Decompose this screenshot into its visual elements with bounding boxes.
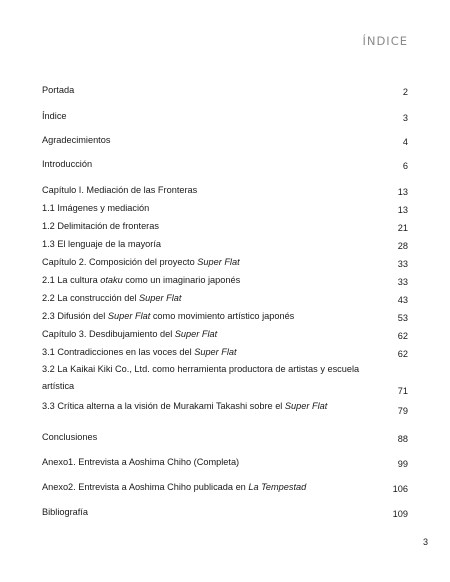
toc-entry-page: 62 [397, 331, 408, 341]
toc-entry-page: 13 [397, 187, 408, 197]
toc-entry-title-text: Conclusiones [42, 432, 98, 442]
toc-entry-title [42, 292, 408, 304]
toc-entry-page: 4 [402, 137, 408, 147]
toc-entry-title [42, 481, 408, 493]
toc-entry-title-text: 3.1 Contradicciones en las voces del [42, 347, 195, 357]
toc-entry-page: 71 [397, 386, 408, 396]
page-title: ÍNDICE [362, 34, 408, 48]
page-number: 3 [422, 537, 428, 547]
toc-entry-page: 33 [397, 277, 408, 287]
toc-entry-title [42, 220, 408, 232]
toc-entry-title [42, 184, 408, 196]
toc-entry-page: 2 [402, 87, 408, 97]
toc-entry-title-italic: Super Flat [139, 293, 182, 303]
toc-entry-title-text: 2.1 La cultura [42, 275, 101, 285]
toc-entry [42, 202, 408, 214]
toc-entry [42, 431, 408, 443]
toc-entry-title-text: Agradecimientos [42, 135, 111, 145]
toc-entry [42, 158, 408, 170]
toc-entry-page: 21 [397, 223, 408, 233]
toc-entry-title-text: 3.3 Crítica alterna a la visión de Murakami Takashi sobre el [42, 401, 285, 411]
toc-entry-title [42, 431, 408, 443]
toc-entry [42, 310, 408, 322]
toc-entry-title-text: Anexo1. Entrevista a Aoshima Chiho (Completa) [42, 457, 240, 467]
toc-entry-title-italic: Super Flat [107, 311, 151, 321]
toc-entry-title-italic: La Tempestad [248, 482, 307, 492]
toc-entry [42, 398, 408, 415]
toc-entry-title-text: Anexo2. Entrevista a Aoshima Chiho publicada en [42, 482, 249, 492]
toc-entry [42, 328, 408, 340]
toc-entry-title-text: Capítulo 2. Composición del proyecto [42, 257, 198, 267]
toc-entry [42, 481, 408, 493]
toc-entry-page: 88 [397, 434, 408, 444]
toc-entry-title-text: Capítulo 3. Desdibujamiento del [42, 329, 175, 339]
toc-entry-title-italic: Super Flat [197, 257, 240, 267]
toc-entry [42, 292, 408, 304]
toc-entry-title-italic: Super Flat [174, 329, 218, 339]
toc-entry-title [42, 328, 408, 340]
toc-entry-title [42, 84, 408, 96]
toc-entry [42, 456, 408, 468]
toc-entry-title [42, 361, 408, 395]
toc-entry-title [42, 134, 408, 146]
toc-entry [42, 134, 408, 146]
toc-entry [42, 110, 408, 122]
toc-entry-page: 79 [397, 406, 408, 416]
toc-entry-title [42, 456, 408, 468]
toc-entry-title-text: Introducción [42, 159, 93, 169]
toc-entry-title-text: 1.3 El lenguaje de la mayoría [42, 239, 162, 249]
toc-entry-page: 6 [402, 161, 408, 171]
toc-entry [42, 84, 408, 96]
toc-entry-page: 43 [397, 295, 408, 305]
toc-entry-page: 33 [397, 259, 408, 269]
toc-entry-page: 13 [397, 205, 408, 215]
toc-entry-title [42, 506, 408, 518]
toc-entry-title [42, 346, 408, 358]
toc-entry-page: 106 [392, 484, 408, 494]
toc-entry-page: 109 [392, 509, 408, 519]
toc-entry [42, 346, 408, 358]
toc-entry-title-text: 2.3 Difusión del [42, 311, 108, 321]
toc-entry [42, 256, 408, 268]
toc-entry-title-italic: Super Flat [284, 401, 328, 411]
toc-entry-page: 3 [402, 113, 408, 123]
toc-entry-title [42, 158, 408, 170]
toc-entry-title [42, 310, 408, 322]
toc-entry [42, 506, 408, 518]
toc-entry-title-text: como movimiento artístico japonés [150, 311, 295, 321]
toc-entry-title [42, 238, 408, 250]
toc-entry [42, 274, 408, 286]
toc-entry-title-text: como un imaginario japonés [122, 275, 241, 285]
toc-entry-title [42, 256, 408, 268]
toc-entry-page: 62 [397, 349, 408, 359]
toc-entry-title [42, 110, 408, 122]
toc-entry-page: 53 [397, 313, 408, 323]
toc-entry-title-text: 1.1 Imágenes y mediación [42, 203, 150, 213]
toc-entry [42, 220, 408, 232]
toc-entry-title-italic: otaku [100, 275, 123, 285]
toc-entry-title-text: Bibliografía [42, 507, 88, 517]
toc-entry-title-text: Portada [42, 85, 75, 95]
toc-entry-title-text: 3.2 La Kaikai Kiki Co., Ltd. como herramienta productora de artistas y escuela artística [42, 364, 360, 391]
toc-entry-title [42, 202, 408, 214]
toc-entry-page: 99 [397, 459, 408, 469]
toc-entry-title-text: Capítulo I. Mediación de las Fronteras [42, 185, 198, 195]
toc-entry-title-text: 2.2 La construcción del [42, 293, 140, 303]
toc-entry [42, 238, 408, 250]
toc-entry-title [42, 274, 408, 286]
toc-entry-title-text: 1.2 Delimitación de fronteras [42, 221, 159, 231]
toc-entry-title [42, 398, 408, 415]
toc-entry [42, 184, 408, 196]
toc-entry-title-italic: Super Flat [194, 347, 237, 357]
toc-entry-page: 28 [397, 241, 408, 251]
toc-entry [42, 361, 408, 395]
toc-entry-title-text: Índice [42, 111, 67, 121]
